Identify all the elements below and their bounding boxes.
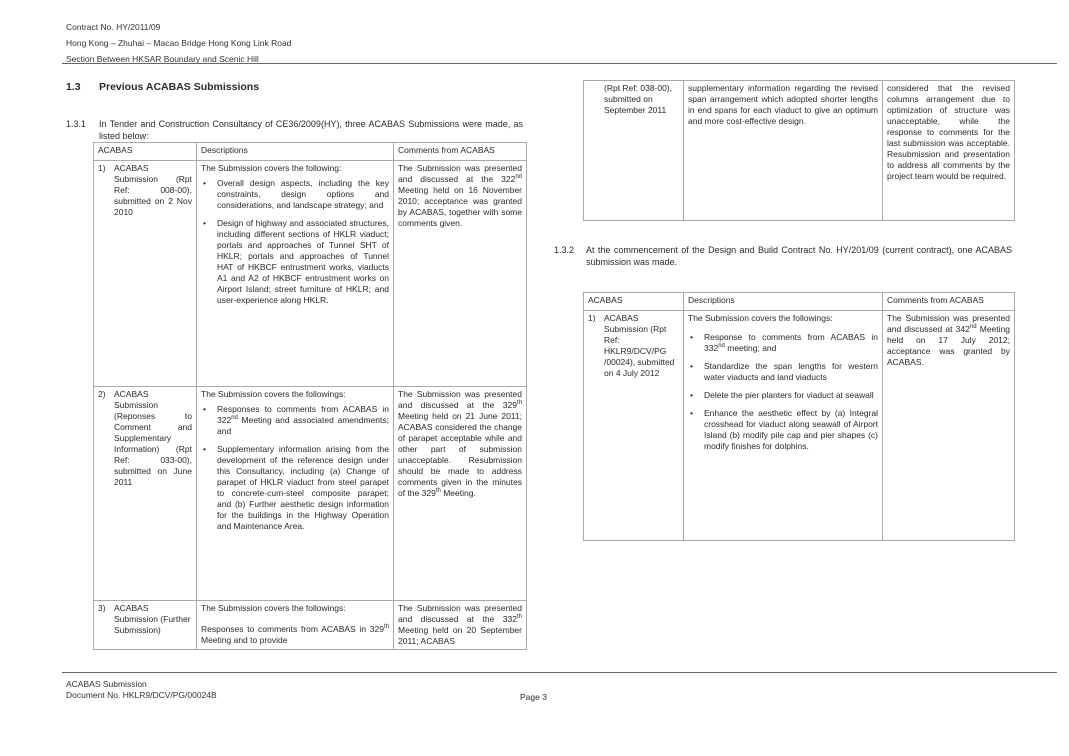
col-header-descriptions: Descriptions bbox=[197, 143, 394, 161]
footer-doc-number: Document No. HKLR9/DCV/PG/00024B bbox=[66, 690, 217, 700]
page-number: Page 3 bbox=[520, 692, 547, 702]
submission-ref: (Rpt Ref: 038-00), submitted on September 2011 bbox=[604, 83, 673, 115]
comment-cell: The Submission was presented and discussed at the 332th Meeting held on 20 September 2011; ACABAS bbox=[394, 601, 527, 650]
description-intro: The Submission covers the followings: bbox=[201, 603, 346, 613]
row-number: 1) bbox=[588, 313, 596, 323]
footer-doc-title: ACABAS Submission bbox=[66, 679, 147, 689]
col-header-descriptions: Descriptions bbox=[684, 293, 883, 311]
table-header-row bbox=[94, 143, 527, 161]
bullet-item: • Delete the pier planters for viaduct at seawall bbox=[688, 390, 878, 401]
bullet-item: • Supplementary information arising from the development of the reference design under this Consultancy, including (a) Change of parapet of HKLR viaduct from steel parapet to concrete-cum-steel composite parapet; and (b) Further aesthetic design information for the buildings in the Highway Operation and Maintenance Area. bbox=[201, 444, 389, 532]
table-row bbox=[94, 387, 527, 601]
description-cell bbox=[197, 387, 394, 601]
para-131-number: 1.3.1 bbox=[66, 119, 87, 129]
header-section-name: Section Between HKSAR Boundary and Scenic Hill bbox=[66, 54, 259, 64]
description-intro: The Submission covers the followings: bbox=[688, 313, 833, 323]
acabas-cell bbox=[94, 601, 197, 650]
description-bullets bbox=[201, 404, 389, 532]
para-131-text: In Tender and Construction Consultancy of CE36/2009(HY), three ACABAS Submissions were made, as listed below: bbox=[99, 119, 523, 141]
bullet-item: • Response to comments from ACABAS in 332nd meeting; and bbox=[688, 332, 878, 354]
description-cell bbox=[684, 311, 883, 541]
para-132-text: At the commencement of the Design and Build Contract No. HY/201/09 (current contract), one ACABAS submission was made. bbox=[586, 245, 1012, 267]
acabas-cell bbox=[94, 387, 197, 601]
bullet-item: • Enhance the aesthetic effect by (a) Integral crosshead for viaduct along seawall of Airport Island (b) modify pile cap and pier shapes (c) modify finishes for dolphins. bbox=[688, 408, 878, 452]
submission-ref: ACABAS Submission (Further Submission) bbox=[114, 603, 191, 635]
para-132-number: 1.3.2 bbox=[554, 245, 575, 255]
description-intro: The Submission covers the following: bbox=[201, 163, 342, 173]
comment-cell: The Submission was presented and discussed at the 322nd Meeting held on 16 November 2010; acceptance was granted by ACABAS, together with some comments given. bbox=[394, 161, 527, 387]
bullet-item: • Responses to comments from ACABAS in 322nd Meeting and associated amendments; and bbox=[201, 404, 389, 437]
bullet-item: • Design of highway and associated structures, including different sections of HKLR viaduct; portals and approaches of Tunnel SHT of HKLR; portals and approaches of Tunnel HAT of HKBCF entrustment works, viaducts A1 and A2 of HKBCF entrustment works on Airport Island; street furniture of HKLR; and user-experience along HKLR. bbox=[201, 218, 389, 306]
table-row bbox=[94, 161, 527, 387]
col-header-comments: Comments from ACABAS bbox=[394, 143, 527, 161]
table-row bbox=[94, 601, 527, 650]
row-number: 2) bbox=[98, 389, 106, 399]
description-cell bbox=[197, 601, 394, 650]
header-contract-no: Contract No. HY/2011/09 bbox=[66, 22, 161, 32]
acabas-cell bbox=[584, 81, 684, 221]
bullet-item: • Overall design aspects, including the key constraints, design options and considerations, and landscape strategy; and bbox=[201, 178, 389, 211]
description-cell: supplementary information regarding the revised span arrangement which adopted shorter lengths in end spans for each viaduct to give an optimum and more cost-effective design. bbox=[684, 81, 883, 221]
footer-divider bbox=[62, 672, 1057, 673]
description-bullets bbox=[201, 178, 389, 306]
acabas-table-2 bbox=[583, 292, 1015, 541]
submission-ref: ACABAS Submission (Rpt Ref: HKLR9/DCV/PG /00024), submitted on 4 July 2012 bbox=[604, 313, 675, 378]
comment-cell: The Submission was presented and discussed at 342nd Meeting held on 17 July 2012; acceptance was granted by ACABAS. bbox=[883, 311, 1015, 541]
description-bullets bbox=[688, 332, 878, 452]
description-intro: The Submission covers the followings: bbox=[201, 389, 346, 399]
acabas-cell bbox=[584, 311, 684, 541]
col-header-acabas: ACABAS bbox=[584, 293, 684, 311]
acabas-table-1-continued bbox=[583, 80, 1015, 221]
table-header-row bbox=[584, 293, 1015, 311]
bullet-item: • Standardize the span lengths for western water viaducts and land viaducts bbox=[688, 361, 878, 383]
row-number: 1) bbox=[98, 163, 106, 173]
acabas-cell bbox=[94, 161, 197, 387]
submission-ref: ACABAS Submission (Reponses to Comment and Supplementary Information) (Rpt Ref: 033-00), submitted on June 2011 bbox=[114, 389, 192, 487]
row-number: 3) bbox=[98, 603, 106, 613]
description-text: Responses to comments from ACABAS in 329th Meeting and to provide bbox=[201, 624, 389, 645]
comment-cell: The Submission was presented and discussed at the 329th Meeting held on 21 June 2011; ACABAS considered the change of parapet acceptable while and other part of submission unacceptable. Resubmission should be made to address comments given in the minutes of the 329th Meeting. bbox=[394, 387, 527, 601]
header-project-name: Hong Kong – Zhuhai – Macao Bridge Hong Kong Link Road bbox=[66, 38, 292, 48]
section-number: 1.3 bbox=[66, 81, 81, 93]
table-row bbox=[584, 311, 1015, 541]
acabas-table-1 bbox=[93, 142, 527, 650]
col-header-acabas: ACABAS bbox=[94, 143, 197, 161]
description-cell bbox=[197, 161, 394, 387]
table-row bbox=[584, 81, 1015, 221]
section-title: Previous ACABAS Submissions bbox=[99, 81, 260, 93]
comment-cell: considered that the revised columns arrangement due to optimization of structure was unacceptable, while the response to comments for the last submission was acceptable. Resubmission and presentation to address all comments by the project team would be required. bbox=[883, 81, 1015, 221]
submission-ref: ACABAS Submission (Rpt Ref: 008-00), submitted on 2 Nov 2010 bbox=[114, 163, 192, 217]
header-divider bbox=[62, 63, 1057, 64]
col-header-comments: Comments from ACABAS bbox=[883, 293, 1015, 311]
